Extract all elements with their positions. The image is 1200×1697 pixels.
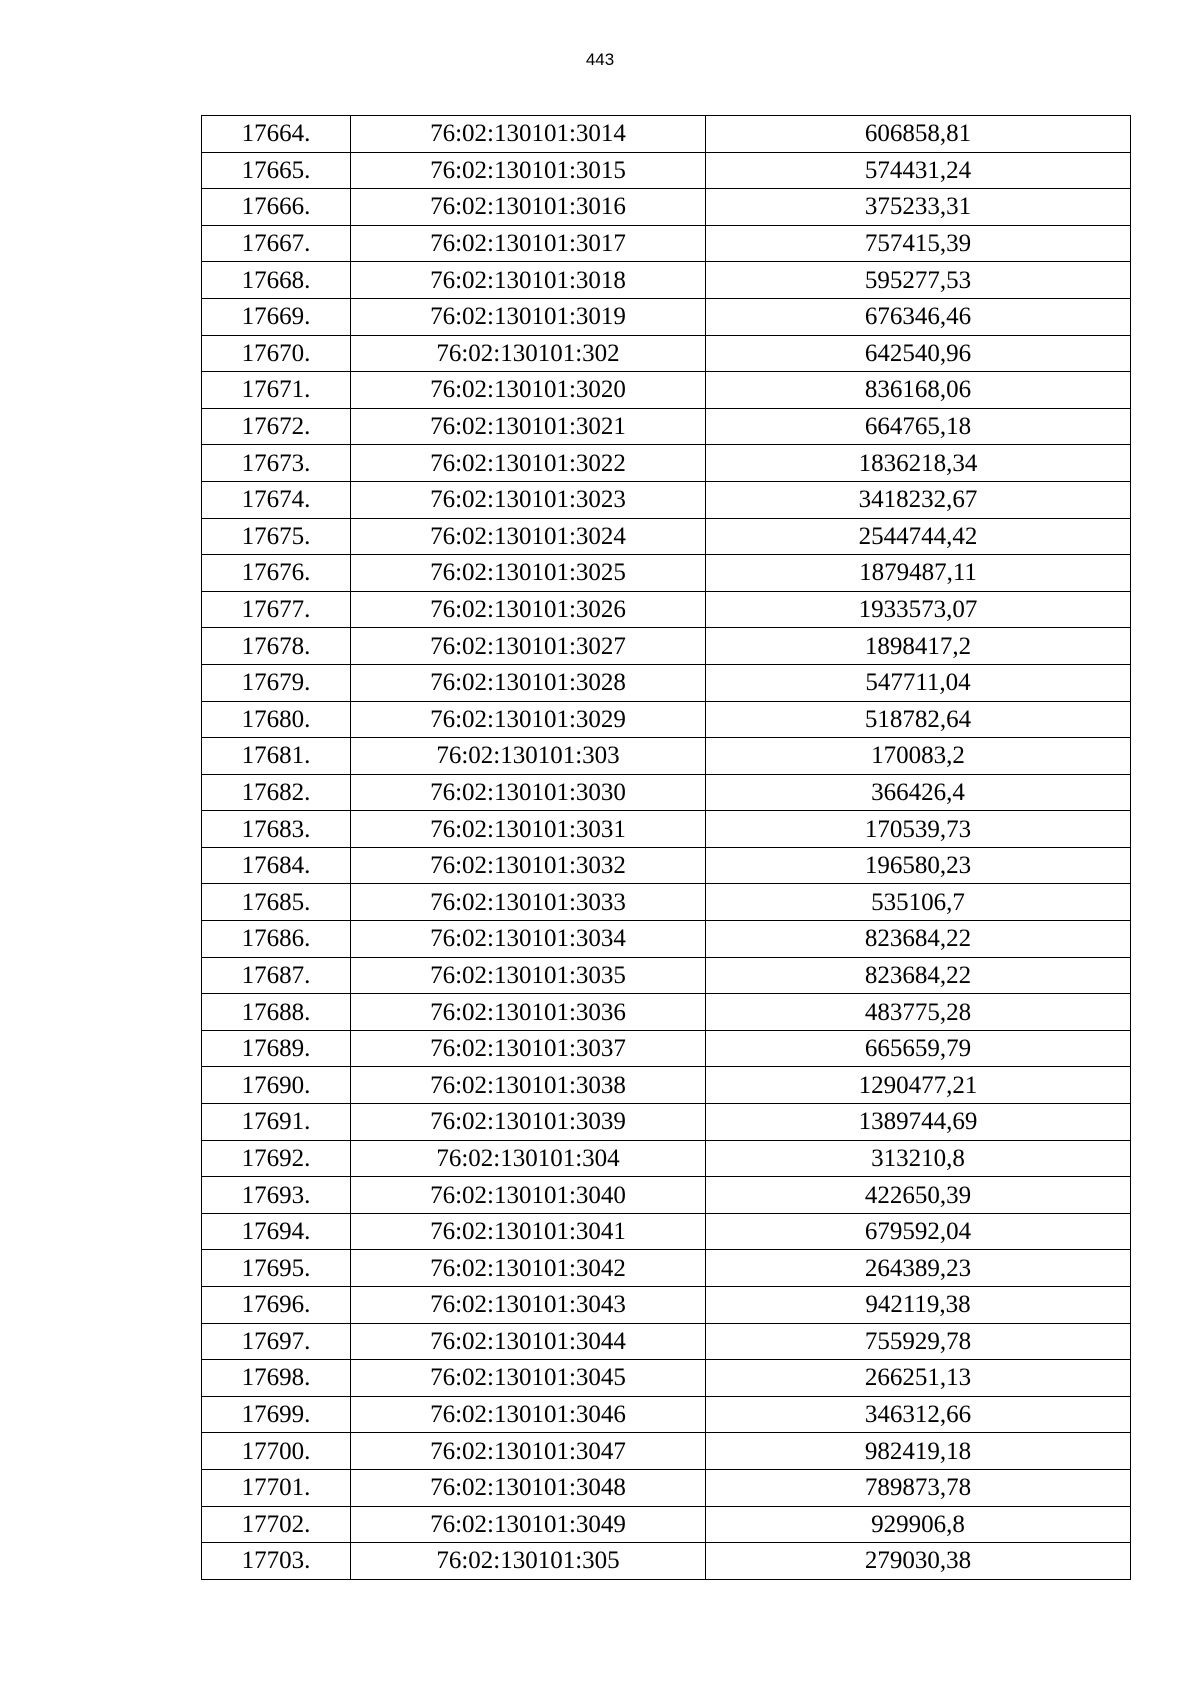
row-number-cell: 17692. <box>202 1140 351 1177</box>
row-number-cell: 17684. <box>202 847 351 884</box>
table-row <box>202 1506 1131 1543</box>
row-number-cell: 17695. <box>202 1250 351 1287</box>
cadastral-value-cell: 366426,4 <box>706 774 1131 811</box>
cadastral-value-cell: 535106,7 <box>706 884 1131 921</box>
cadastral-number-cell: 76:02:130101:3047 <box>351 1433 706 1470</box>
row-number-cell: 17665. <box>202 152 351 189</box>
row-number-cell: 17677. <box>202 591 351 628</box>
cadastral-number-cell: 76:02:130101:3019 <box>351 298 706 335</box>
row-number-cell: 17697. <box>202 1323 351 1360</box>
cadastral-value-cell: 1389744,69 <box>706 1104 1131 1141</box>
table-body <box>202 116 1131 1580</box>
cadastral-value-cell: 3418232,67 <box>706 481 1131 518</box>
cadastral-number-cell: 76:02:130101:3030 <box>351 774 706 811</box>
table-row <box>202 372 1131 409</box>
row-number-cell: 17678. <box>202 628 351 665</box>
table-row <box>202 664 1131 701</box>
cadastral-number-cell: 76:02:130101:3048 <box>351 1469 706 1506</box>
cadastral-value-cell: 679592,04 <box>706 1213 1131 1250</box>
row-number-cell: 17699. <box>202 1396 351 1433</box>
table-row <box>202 1433 1131 1470</box>
table-row <box>202 408 1131 445</box>
table-row <box>202 628 1131 665</box>
page-number: 443 <box>585 50 615 69</box>
cadastral-number-cell: 76:02:130101:3022 <box>351 445 706 482</box>
table-row <box>202 189 1131 226</box>
row-number-cell: 17698. <box>202 1360 351 1397</box>
table-row <box>202 225 1131 262</box>
row-number-cell: 17669. <box>202 298 351 335</box>
cadastral-value-cell: 574431,24 <box>706 152 1131 189</box>
cadastral-value-cell: 1933573,07 <box>706 591 1131 628</box>
row-number-cell: 17686. <box>202 921 351 958</box>
table-row <box>202 1469 1131 1506</box>
table-row <box>202 481 1131 518</box>
row-number-cell: 17681. <box>202 738 351 775</box>
cadastral-number-cell: 76:02:130101:3033 <box>351 884 706 921</box>
cadastral-value-cell: 483775,28 <box>706 994 1131 1031</box>
row-number-cell: 17693. <box>202 1177 351 1214</box>
cadastral-number-cell: 76:02:130101:302 <box>351 335 706 372</box>
table-row <box>202 1177 1131 1214</box>
row-number-cell: 17668. <box>202 262 351 299</box>
table-row <box>202 152 1131 189</box>
cadastral-number-cell: 76:02:130101:3016 <box>351 189 706 226</box>
row-number-cell: 17682. <box>202 774 351 811</box>
cadastral-value-cell: 1290477,21 <box>706 1067 1131 1104</box>
cadastral-value-cell: 676346,46 <box>706 298 1131 335</box>
table-row <box>202 1287 1131 1324</box>
table-row <box>202 1543 1131 1580</box>
cadastral-value-cell: 346312,66 <box>706 1396 1131 1433</box>
cadastral-number-cell: 76:02:130101:3031 <box>351 811 706 848</box>
table-row <box>202 1323 1131 1360</box>
cadastral-number-cell: 76:02:130101:3026 <box>351 591 706 628</box>
cadastral-value-cell: 929906,8 <box>706 1506 1131 1543</box>
cadastral-number-cell: 76:02:130101:3024 <box>351 518 706 555</box>
row-number-cell: 17679. <box>202 664 351 701</box>
cadastral-value-cell: 196580,23 <box>706 847 1131 884</box>
cadastral-number-cell: 76:02:130101:3042 <box>351 1250 706 1287</box>
cadastral-value-cell: 664765,18 <box>706 408 1131 445</box>
row-number-cell: 17673. <box>202 445 351 482</box>
row-number-cell: 17671. <box>202 372 351 409</box>
row-number-cell: 17664. <box>202 116 351 153</box>
table-row <box>202 1360 1131 1397</box>
table-row <box>202 738 1131 775</box>
cadastral-value-cell: 757415,39 <box>706 225 1131 262</box>
cadastral-number-cell: 76:02:130101:3036 <box>351 994 706 1031</box>
row-number-cell: 17680. <box>202 701 351 738</box>
row-number-cell: 17687. <box>202 957 351 994</box>
table-row <box>202 701 1131 738</box>
table-row <box>202 518 1131 555</box>
cadastral-number-cell: 76:02:130101:3037 <box>351 1030 706 1067</box>
row-number-cell: 17688. <box>202 994 351 1031</box>
cadastral-number-cell: 76:02:130101:3049 <box>351 1506 706 1543</box>
cadastral-number-cell: 76:02:130101:3020 <box>351 372 706 409</box>
cadastral-number-cell: 76:02:130101:3014 <box>351 116 706 153</box>
cadastral-value-table <box>201 115 1131 1580</box>
row-number-cell: 17690. <box>202 1067 351 1104</box>
row-number-cell: 17689. <box>202 1030 351 1067</box>
cadastral-value-cell: 170539,73 <box>706 811 1131 848</box>
table-row <box>202 298 1131 335</box>
cadastral-number-cell: 76:02:130101:3028 <box>351 664 706 701</box>
cadastral-number-cell: 76:02:130101:3025 <box>351 555 706 592</box>
table-row <box>202 847 1131 884</box>
row-number-cell: 17691. <box>202 1104 351 1141</box>
table-row <box>202 774 1131 811</box>
cadastral-number-cell: 76:02:130101:3029 <box>351 701 706 738</box>
cadastral-value-cell: 170083,2 <box>706 738 1131 775</box>
row-number-cell: 17685. <box>202 884 351 921</box>
table-row <box>202 1104 1131 1141</box>
row-number-cell: 17672. <box>202 408 351 445</box>
cadastral-value-cell: 942119,38 <box>706 1287 1131 1324</box>
table-row <box>202 1396 1131 1433</box>
cadastral-number-cell: 76:02:130101:3043 <box>351 1287 706 1324</box>
table-row <box>202 555 1131 592</box>
cadastral-value-cell: 823684,22 <box>706 957 1131 994</box>
cadastral-number-cell: 76:02:130101:3046 <box>351 1396 706 1433</box>
table-row <box>202 921 1131 958</box>
row-number-cell: 17670. <box>202 335 351 372</box>
cadastral-value-cell: 266251,13 <box>706 1360 1131 1397</box>
table-row <box>202 445 1131 482</box>
cadastral-value-cell: 547711,04 <box>706 664 1131 701</box>
table-row <box>202 1250 1131 1287</box>
cadastral-number-cell: 76:02:130101:3045 <box>351 1360 706 1397</box>
row-number-cell: 17667. <box>202 225 351 262</box>
table-row <box>202 1030 1131 1067</box>
cadastral-value-cell: 1898417,2 <box>706 628 1131 665</box>
cadastral-number-cell: 76:02:130101:3035 <box>351 957 706 994</box>
cadastral-value-cell: 375233,31 <box>706 189 1131 226</box>
cadastral-value-cell: 279030,38 <box>706 1543 1131 1580</box>
cadastral-number-cell: 76:02:130101:3044 <box>351 1323 706 1360</box>
cadastral-value-cell: 642540,96 <box>706 335 1131 372</box>
row-number-cell: 17703. <box>202 1543 351 1580</box>
row-number-cell: 17674. <box>202 481 351 518</box>
cadastral-number-cell: 76:02:130101:3027 <box>351 628 706 665</box>
table-row <box>202 1140 1131 1177</box>
cadastral-number-cell: 76:02:130101:3018 <box>351 262 706 299</box>
row-number-cell: 17696. <box>202 1287 351 1324</box>
cadastral-value-cell: 789873,78 <box>706 1469 1131 1506</box>
table-row <box>202 1067 1131 1104</box>
cadastral-value-cell: 665659,79 <box>706 1030 1131 1067</box>
cadastral-value-cell: 836168,06 <box>706 372 1131 409</box>
table-row <box>202 811 1131 848</box>
cadastral-value-cell: 1836218,34 <box>706 445 1131 482</box>
cadastral-value-cell: 982419,18 <box>706 1433 1131 1470</box>
cadastral-number-cell: 76:02:130101:3021 <box>351 408 706 445</box>
cadastral-value-cell: 755929,78 <box>706 1323 1131 1360</box>
cadastral-number-cell: 76:02:130101:3040 <box>351 1177 706 1214</box>
cadastral-number-cell: 76:02:130101:3017 <box>351 225 706 262</box>
cadastral-value-cell: 518782,64 <box>706 701 1131 738</box>
table-row <box>202 116 1131 153</box>
row-number-cell: 17701. <box>202 1469 351 1506</box>
cadastral-number-cell: 76:02:130101:3032 <box>351 847 706 884</box>
table-row <box>202 994 1131 1031</box>
table-row <box>202 884 1131 921</box>
cadastral-value-cell: 606858,81 <box>706 116 1131 153</box>
cadastral-number-cell: 76:02:130101:3039 <box>351 1104 706 1141</box>
cadastral-number-cell: 76:02:130101:3023 <box>351 481 706 518</box>
row-number-cell: 17676. <box>202 555 351 592</box>
cadastral-value-cell: 595277,53 <box>706 262 1131 299</box>
table-row <box>202 262 1131 299</box>
cadastral-number-cell: 76:02:130101:3034 <box>351 921 706 958</box>
cadastral-value-cell: 422650,39 <box>706 1177 1131 1214</box>
row-number-cell: 17702. <box>202 1506 351 1543</box>
cadastral-number-cell: 76:02:130101:3038 <box>351 1067 706 1104</box>
cadastral-number-cell: 76:02:130101:303 <box>351 738 706 775</box>
cadastral-number-cell: 76:02:130101:3041 <box>351 1213 706 1250</box>
table-row <box>202 335 1131 372</box>
cadastral-value-cell: 313210,8 <box>706 1140 1131 1177</box>
cadastral-value-cell: 264389,23 <box>706 1250 1131 1287</box>
row-number-cell: 17694. <box>202 1213 351 1250</box>
row-number-cell: 17700. <box>202 1433 351 1470</box>
cadastral-value-cell: 2544744,42 <box>706 518 1131 555</box>
cadastral-value-cell: 823684,22 <box>706 921 1131 958</box>
cadastral-number-cell: 76:02:130101:305 <box>351 1543 706 1580</box>
row-number-cell: 17683. <box>202 811 351 848</box>
table-row <box>202 1213 1131 1250</box>
row-number-cell: 17666. <box>202 189 351 226</box>
table-row <box>202 591 1131 628</box>
row-number-cell: 17675. <box>202 518 351 555</box>
cadastral-number-cell: 76:02:130101:304 <box>351 1140 706 1177</box>
cadastral-value-cell: 1879487,11 <box>706 555 1131 592</box>
table-row <box>202 957 1131 994</box>
cadastral-number-cell: 76:02:130101:3015 <box>351 152 706 189</box>
